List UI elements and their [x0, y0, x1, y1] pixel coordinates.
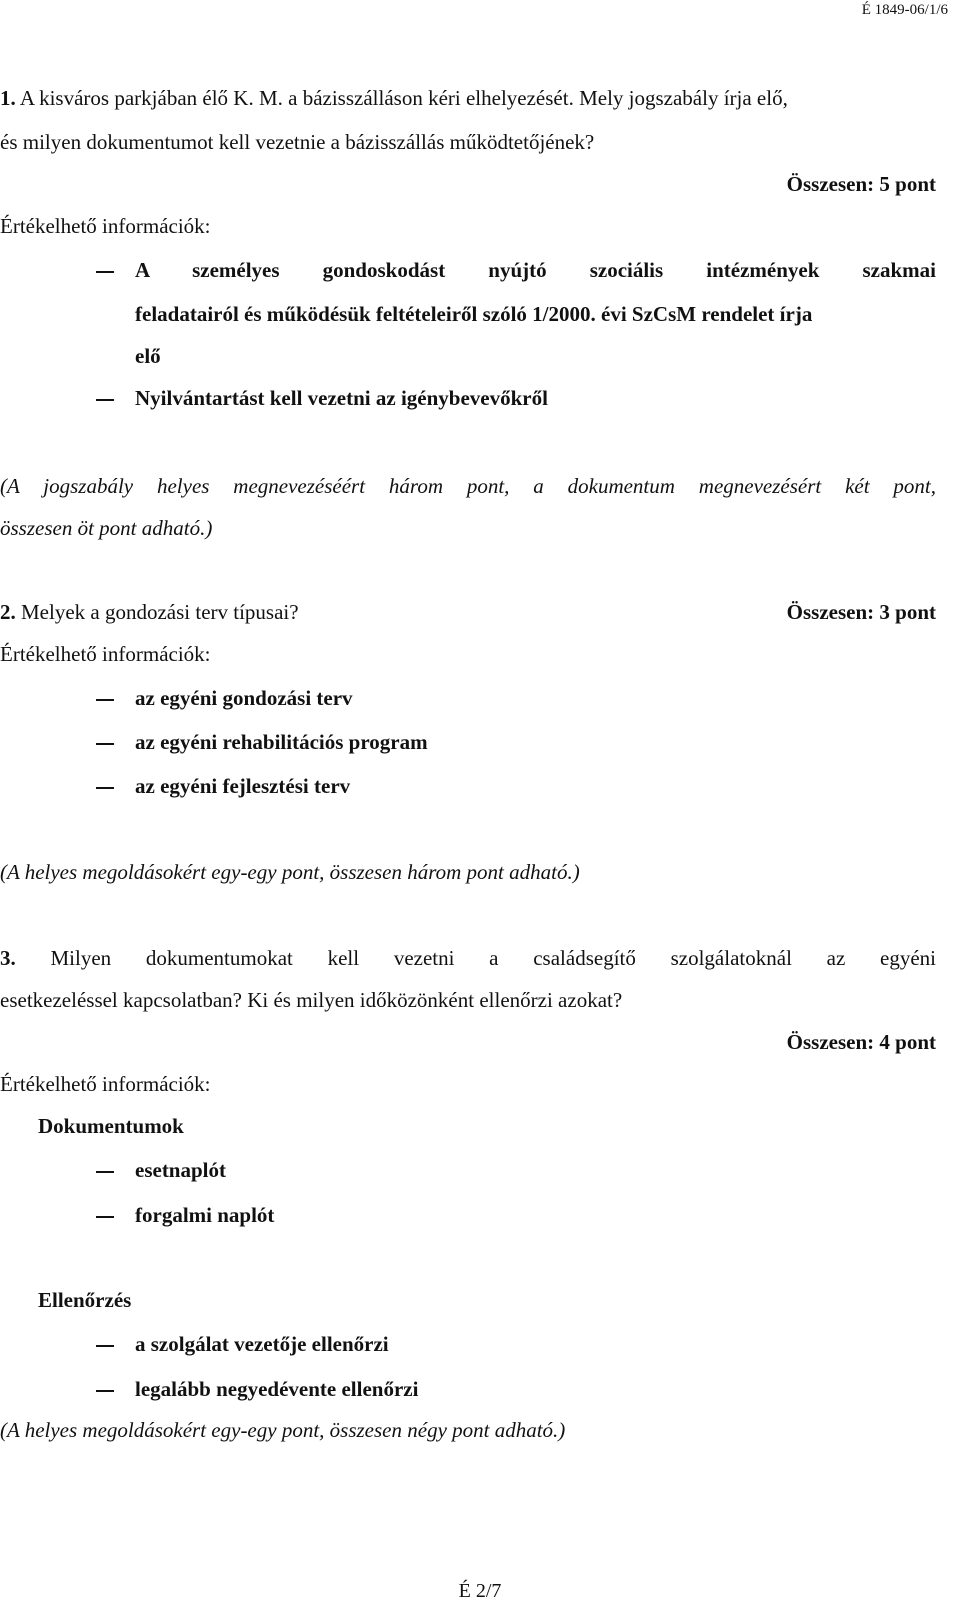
- q2-item2: az egyéni rehabilitációs program: [135, 730, 428, 754]
- q3-eval-label: Értékelhető információk:: [0, 1072, 211, 1096]
- q3-documents-heading: Dokumentumok: [38, 1114, 184, 1138]
- q2-total: Összesen: 3 pont: [786, 600, 936, 624]
- q2-item3: az egyéni fejlesztési terv: [135, 774, 351, 798]
- q1-number: 1.: [0, 86, 16, 110]
- q3-question-line1: [0, 946, 936, 971]
- q1-item1-line3: elő: [135, 344, 161, 368]
- dash-bullet: [96, 787, 114, 789]
- dash-bullet: [96, 1216, 114, 1218]
- document-code: É 1849-06/1/6: [861, 2, 948, 18]
- q3-question-line2: esetkezeléssel kapcsolatban? Ki és milyen időközönként ellenőrzi azokat?: [0, 988, 623, 1012]
- dash-bullet: [96, 1171, 114, 1173]
- q1-item1-line2: feladatairól és működésük feltételeiről szóló 1/2000. évi SzCsM rendelet írja: [135, 302, 813, 326]
- q3-doc-item1: esetnaplót: [135, 1158, 226, 1182]
- dash-bullet: [96, 271, 114, 273]
- q3-number: 3.: [0, 946, 16, 970]
- q3-doc-item2: forgalmi naplót: [135, 1203, 275, 1227]
- q2-number: 2.: [0, 600, 16, 624]
- q1-item2: Nyilvántartást kell vezetni az igénybevevőkről: [135, 386, 548, 410]
- dash-bullet: [96, 699, 114, 701]
- dash-bullet: [96, 1390, 114, 1392]
- q2-eval-label: Értékelhető információk:: [0, 642, 211, 666]
- q3-note: (A helyes megoldásokért egy-egy pont, összesen négy pont adható.): [0, 1418, 566, 1442]
- q1-item1-line1: A személyes gondoskodást nyújtó szociális intézmények szakmai: [135, 258, 936, 282]
- q1-total: Összesen: 5 pont: [786, 172, 936, 196]
- q1-eval-label: Értékelhető információk:: [0, 214, 211, 238]
- q2-question-text: Melyek a gondozási terv típusai?: [21, 600, 299, 624]
- q1-question-text-1: A kisváros parkjában élő K. M. a bázisszálláson kéri elhelyezését. Mely jogszabály írja elő,: [19, 86, 788, 110]
- q3-question-text-1: Milyen dokumentumokat kell vezetni a családsegítő szolgálatoknál az egyéni: [50, 946, 936, 970]
- q1-question-line1: [0, 86, 788, 111]
- q2-note: (A helyes megoldásokért egy-egy pont, összesen három pont adható.): [0, 860, 580, 884]
- dash-bullet: [96, 743, 114, 745]
- q3-control-item1: a szolgálat vezetője ellenőrzi: [135, 1332, 389, 1356]
- q1-note-line2: összesen öt pont adható.): [0, 516, 213, 540]
- page-number: É 2/7: [458, 1580, 502, 1602]
- q1-question-line2: és milyen dokumentumot kell vezetnie a bázisszállás működtetőjének?: [0, 130, 595, 154]
- q3-control-heading: Ellenőrzés: [38, 1288, 132, 1312]
- q3-control-item2: legalább negyedévente ellenőrzi: [135, 1377, 419, 1401]
- dash-bullet: [96, 399, 114, 401]
- q2-question: [0, 600, 299, 625]
- q2-item1: az egyéni gondozási terv: [135, 686, 353, 710]
- q1-note-line1: (A jogszabály helyes megnevezéséért három pont, a dokumentum megnevezésért két pont,: [0, 474, 936, 498]
- dash-bullet: [96, 1345, 114, 1347]
- q3-total: Összesen: 4 pont: [786, 1030, 936, 1054]
